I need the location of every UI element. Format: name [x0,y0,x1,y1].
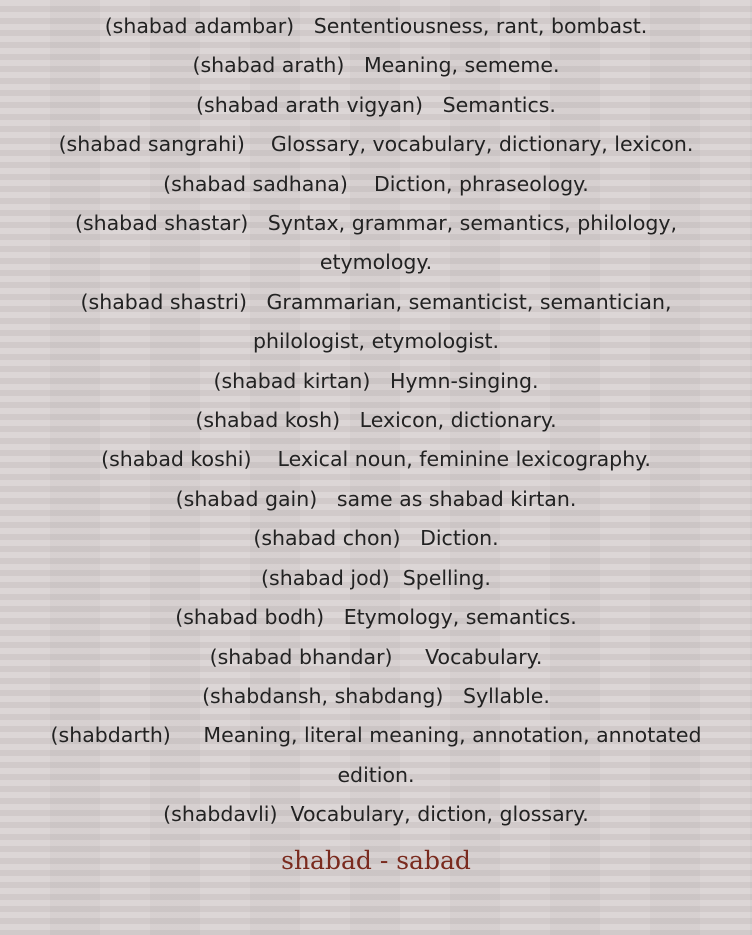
entry-definition: Sententiousness, rant, bombast. [313,14,648,38]
entry-term: (shabad kosh) [195,408,341,433]
entry-term: (shabad shastar) [74,211,249,236]
entry-definition: Meaning, literal meaning, annotation, annotated edition. [203,723,702,787]
entry-gap [390,566,403,590]
glossary-entry [0,598,752,637]
glossary-entry [0,204,752,283]
glossary-entry [0,86,752,125]
entry-definition: Grammarian, semanticist, semantician, philologist, etymologist. [252,289,672,354]
entry-term: (shabad sadhana) [163,171,348,196]
glossary-entry [0,440,752,479]
glossary-entry [0,7,752,46]
entry-definition: Vocabulary, diction, glossary. [290,802,589,827]
glossary-entry [0,283,752,362]
entry-gap [251,447,277,471]
entry-definition: Syllable. [462,683,550,708]
glossary-entry [0,125,752,164]
entry-gap [245,132,271,156]
glossary-entry [0,165,752,204]
entry-definition: same as shabad kirtan. [336,486,577,511]
glossary-entry [0,519,752,558]
glossary-entry [0,716,752,795]
entry-gap [340,408,360,432]
entry-definition: Semantics. [442,92,556,117]
entry-definition: Lexical noun, feminine lexicography. [277,447,651,472]
entry-gap [393,645,426,669]
entry-term: (shabad gain) [175,486,318,511]
entry-definition: Spelling. [402,565,491,590]
glossary-entry [0,677,752,716]
entry-definition: Vocabulary. [425,644,543,669]
entry-gap [317,487,337,511]
entry-term: (shabad jod) [261,565,390,590]
entry-definition: Glossary, vocabulary, dictionary, lexicon. [270,132,694,157]
entry-gap [443,684,463,708]
entry-gap [294,14,314,38]
entry-term: (shabdavli) [163,802,278,827]
entry-gap [171,723,204,747]
entry-gap [278,802,291,826]
entry-term: (shabad bodh) [175,605,325,630]
entry-term: (shabad sangrahi) [58,132,245,157]
entry-gap [348,172,374,196]
entry-definition: Lexicon, dictionary. [359,408,557,433]
entry-gap [247,290,267,314]
entry-definition: Meaning, sememe. [363,53,560,78]
entry-definition: Etymology, semantics. [343,605,577,630]
glossary-entry [0,362,752,401]
entry-gap [248,211,268,235]
entry-gap [423,93,443,117]
glossary-entry [0,638,752,677]
entry-gap [370,369,390,393]
entry-term: (shabad bhandar) [209,644,393,669]
entry-term: (shabad chon) [253,526,401,551]
glossary-entry [0,795,752,834]
entry-definition: Diction. [420,526,499,551]
glossary-entry [0,46,752,85]
entry-gap [344,53,364,77]
glossary-entry [0,401,752,440]
entry-term: (shabad kirtan) [213,368,371,393]
entry-definition: Hymn-singing. [389,368,539,393]
entry-term: (shabad arath) [192,53,345,78]
entry-term: (shabad adambar) [104,14,295,38]
page-footer-title: shabad - sabad [281,845,471,875]
entry-gap [401,526,421,550]
entry-gap [324,605,344,629]
glossary-entry [0,480,752,519]
glossary-entry [0,559,752,598]
entry-definition: Diction, phraseology. [373,171,589,196]
entry-definition: Syntax, grammar, semantics, philology, etymology. [267,211,678,275]
entry-term: (shabad koshi) [101,447,252,472]
entry-term: (shabad shastri) [80,289,247,314]
entry-term: (shabad arath vigyan) [196,92,424,117]
entry-term: (shabdansh, shabdang) [202,683,444,708]
entry-term: (shabdarth) [50,723,171,748]
